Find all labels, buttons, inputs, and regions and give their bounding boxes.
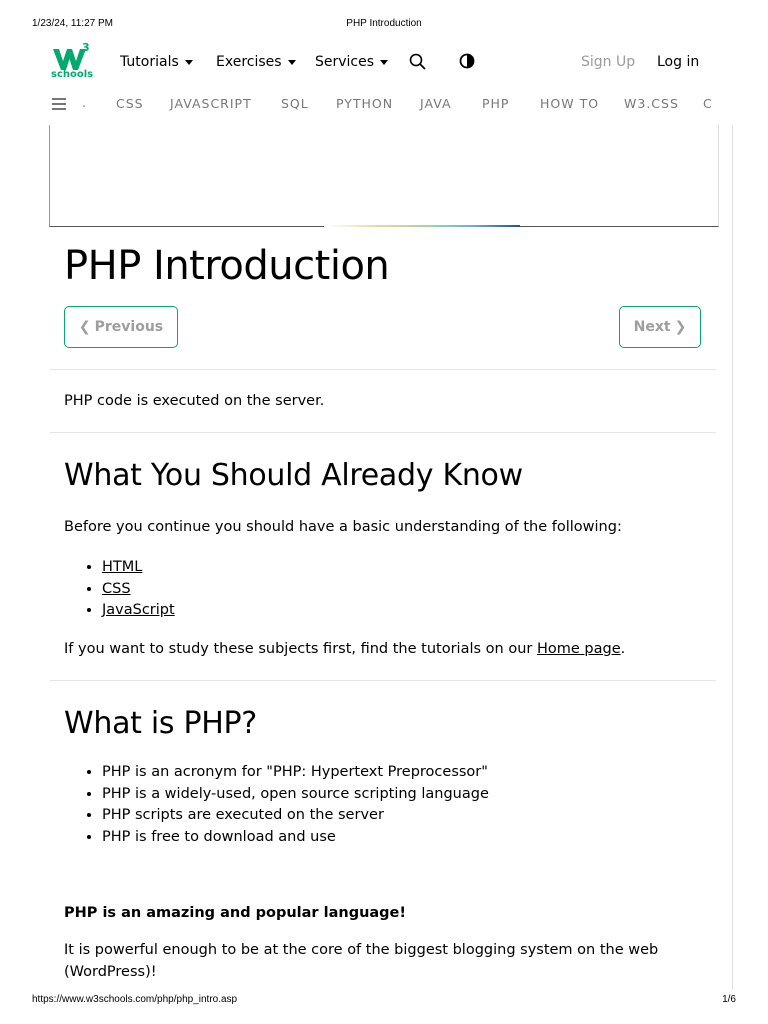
subnav-truncated-item: . (82, 96, 86, 110)
search-button[interactable] (409, 53, 426, 70)
theme-toggle-button[interactable] (459, 53, 475, 69)
previous-label: Previous (94, 319, 164, 335)
chevron-left-icon: ❮ (78, 319, 91, 335)
chevron-down-icon (380, 60, 388, 65)
list-item (102, 557, 175, 579)
top-navigation (0, 42, 768, 84)
prerequisites-intro: Before you continue you should have a basic understanding of the following: (64, 519, 622, 535)
tutorials-menu[interactable] (120, 54, 193, 70)
intro-text: PHP code is executed on the server. (64, 393, 325, 409)
services-label: Services (315, 54, 375, 70)
previous-button[interactable] (64, 306, 178, 348)
ad-banner[interactable] (49, 125, 719, 227)
prerequisites-list (64, 557, 175, 622)
divider (50, 432, 716, 433)
amazing-language-text: PHP is an amazing and popular language! (64, 905, 407, 921)
list-item: • PHP is free to download and use (102, 827, 489, 849)
log-in-link[interactable]: Log in (657, 54, 700, 70)
page-right-divider (732, 125, 733, 990)
divider (50, 680, 716, 681)
subnav-item-php[interactable]: PHP (482, 96, 510, 111)
subnav-item-how-to[interactable]: HOW TO (540, 96, 600, 111)
subnav-item-javascript[interactable]: JAVASCRIPT (170, 96, 252, 111)
chevron-right-icon: ❯ (674, 319, 687, 335)
list-item: • PHP scripts are executed on the server (102, 805, 489, 827)
wordpress-text: It is powerful enough to be at the core of the biggest blogging system on the web (WordPress)! (64, 942, 659, 980)
services-menu[interactable] (315, 54, 388, 70)
subnav-item-java[interactable]: JAVA (420, 96, 452, 111)
logo-label: schools (51, 69, 94, 80)
html-link[interactable]: HTML (102, 559, 143, 575)
exercises-label: Exercises (216, 54, 282, 70)
print-page-number: 1/6 (722, 994, 736, 1005)
study-first-prefix: If you want to study these subjects first, find the tutorials on our (64, 641, 537, 657)
print-header (0, 18, 768, 32)
list-item: • PHP is a widely-used, open source scripting language (102, 784, 489, 806)
next-button[interactable] (619, 306, 701, 348)
menu-icon[interactable] (52, 98, 66, 110)
subnav-item-python[interactable]: PYTHON (336, 96, 394, 111)
subnav-item-css[interactable]: CSS (116, 96, 144, 111)
tutorial-subnav (0, 94, 768, 116)
list-item (102, 600, 175, 622)
w3schools-logo[interactable] (50, 41, 94, 82)
ad-banner-image-strip (324, 225, 520, 227)
page-title: PHP Introduction (64, 243, 390, 289)
css-link[interactable]: CSS (102, 580, 131, 597)
print-date: 1/23/24, 11:27 PM (32, 18, 113, 29)
exercises-menu[interactable] (216, 54, 296, 70)
contrast-icon (459, 53, 475, 69)
next-label: Next (633, 319, 671, 335)
subnav-item-sql[interactable]: SQL (281, 96, 309, 111)
chevron-down-icon (185, 60, 193, 65)
php-facts-list (64, 762, 489, 848)
logo-superscript: 3 (82, 41, 90, 54)
sign-up-link[interactable]: Sign Up (581, 54, 636, 70)
study-first-text (64, 638, 704, 660)
section-heading-what-is-php: What is PHP? (64, 706, 257, 741)
chevron-down-icon (288, 60, 296, 65)
divider (50, 369, 716, 370)
tutorials-label: Tutorials (120, 54, 179, 70)
search-icon (409, 53, 426, 70)
section-heading-prerequisites: What You Should Already Know (64, 458, 523, 493)
print-footer (0, 994, 768, 1008)
list-item (102, 579, 175, 601)
print-url: https://www.w3schools.com/php/php_intro.asp (32, 994, 238, 1005)
study-first-suffix: . (620, 641, 626, 657)
subnav-item-w3css[interactable]: W3.CSS (624, 96, 679, 111)
subnav-item-c[interactable]: C (703, 96, 713, 111)
home-page-link[interactable]: Home page (536, 641, 621, 657)
javascript-link[interactable]: JavaScript (102, 602, 175, 618)
print-title: PHP Introduction (346, 18, 422, 29)
list-item: • PHP is an acronym for "PHP: Hypertext Preprocessor" (102, 762, 489, 784)
